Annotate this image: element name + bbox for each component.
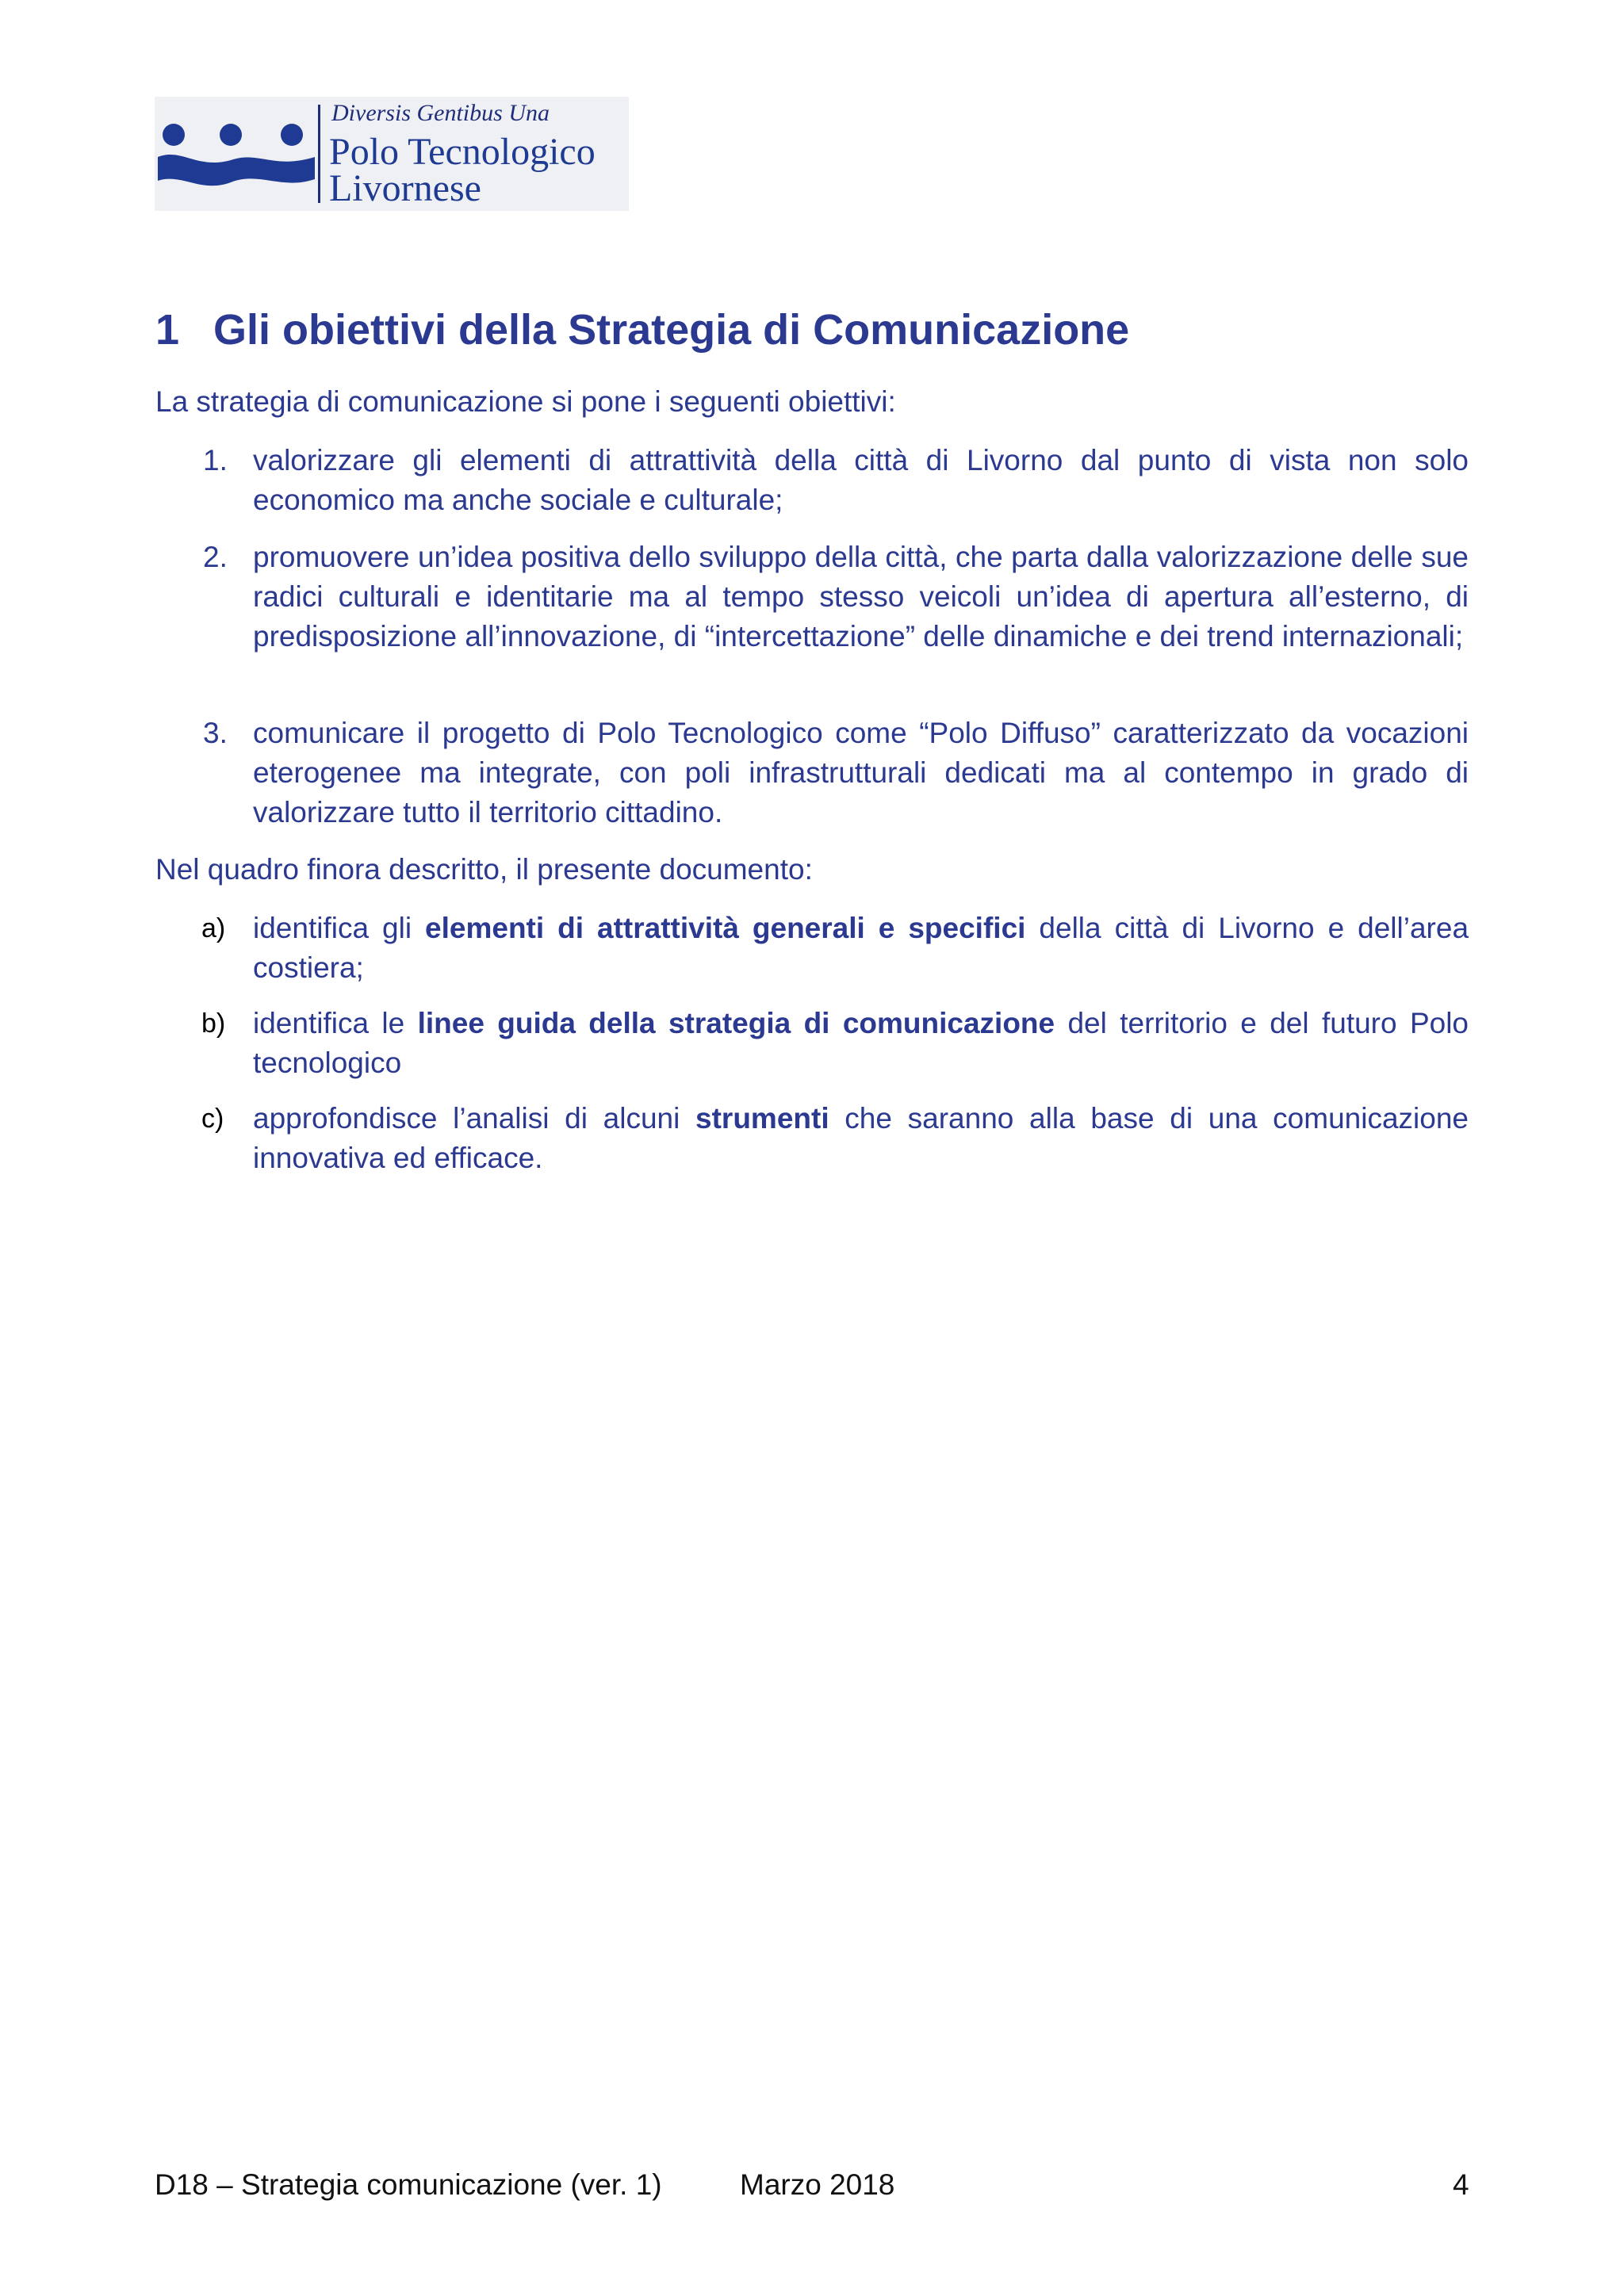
logo-name-line2: Livornese	[329, 167, 481, 209]
section-number: 1	[155, 306, 180, 354]
point-text-lead: identifica le	[253, 1007, 418, 1039]
logo-name-line1: Polo Tecnologico	[329, 131, 596, 173]
list-marker: a)	[201, 913, 226, 943]
section-heading	[155, 305, 1129, 354]
objective-item	[155, 441, 1469, 520]
polo-tecnologico-logo	[155, 97, 629, 211]
point-text-bold: elementi di attrattività generali e specifici	[425, 912, 1026, 944]
objective-text: comunicare il progetto di Polo Tecnologico come “Polo Diffuso” caratterizzato da vocazioni eterogenee ma integrate, con poli infrastrutturali dedicati ma al contempo in grado di valorizzare tutto il territorio cittadino.	[253, 717, 1469, 828]
footer-document-id: D18 – Strategia comunicazione (ver. 1)	[155, 2168, 662, 2201]
document-point	[155, 909, 1469, 988]
objective-item	[155, 538, 1469, 656]
list-marker: 3.	[203, 717, 228, 749]
objective-item	[155, 714, 1469, 832]
objectives-intro: La strategia di comunicazione si pone i seguenti obiettivi:	[155, 385, 896, 418]
point-text-tail: che saranno alla base di una comunicazione innovativa ed efficace.	[253, 1102, 1469, 1174]
point-text-bold: strumenti	[695, 1102, 829, 1135]
logo-divider	[318, 105, 320, 203]
document-point	[155, 1004, 1469, 1083]
point-text-tail: della città di Livorno e dell’area costiera;	[253, 912, 1469, 984]
section-title: Gli obiettivi della Strategia di Comunicazione	[213, 306, 1130, 354]
point-text-lead: approfondisce l’analisi di alcuni	[253, 1102, 696, 1135]
logo-motto: Diversis Gentibus Una	[331, 100, 550, 126]
list-marker: b)	[201, 1008, 226, 1039]
point-text	[253, 1004, 1469, 1083]
document-point	[155, 1099, 1469, 1178]
footer-page-number: 4	[1453, 2168, 1469, 2201]
objective-text: valorizzare gli elementi di attrattività della città di Livorno dal punto di vista non solo economico ma anche sociale e culturale;	[253, 444, 1469, 516]
point-text-tail: del territorio e del futuro Polo tecnologico	[253, 1007, 1469, 1079]
list-marker: 2.	[203, 541, 228, 573]
point-text-bold: linee guida della strategia di comunicazione	[417, 1007, 1055, 1039]
waves-dots-emblem-icon	[155, 97, 318, 211]
point-text-lead: identifica gli	[253, 912, 426, 944]
footer-date: Marzo 2018	[740, 2168, 895, 2201]
objective-text: promuovere un’idea positiva dello sviluppo della città, che parta dalla valorizzazione delle sue radici culturali e identitarie ma al tempo stesso veicoli un’idea di apertura all’esterno, di predisposizione all’innovazione, di “intercettazione” delle dinamiche e dei trend internazionali;	[253, 541, 1469, 652]
list-marker: c)	[201, 1104, 224, 1134]
list-marker: 1.	[203, 444, 228, 476]
summary-intro: Nel quadro finora descritto, il presente documento:	[155, 853, 813, 886]
point-text	[253, 1099, 1469, 1178]
point-text	[253, 909, 1469, 988]
